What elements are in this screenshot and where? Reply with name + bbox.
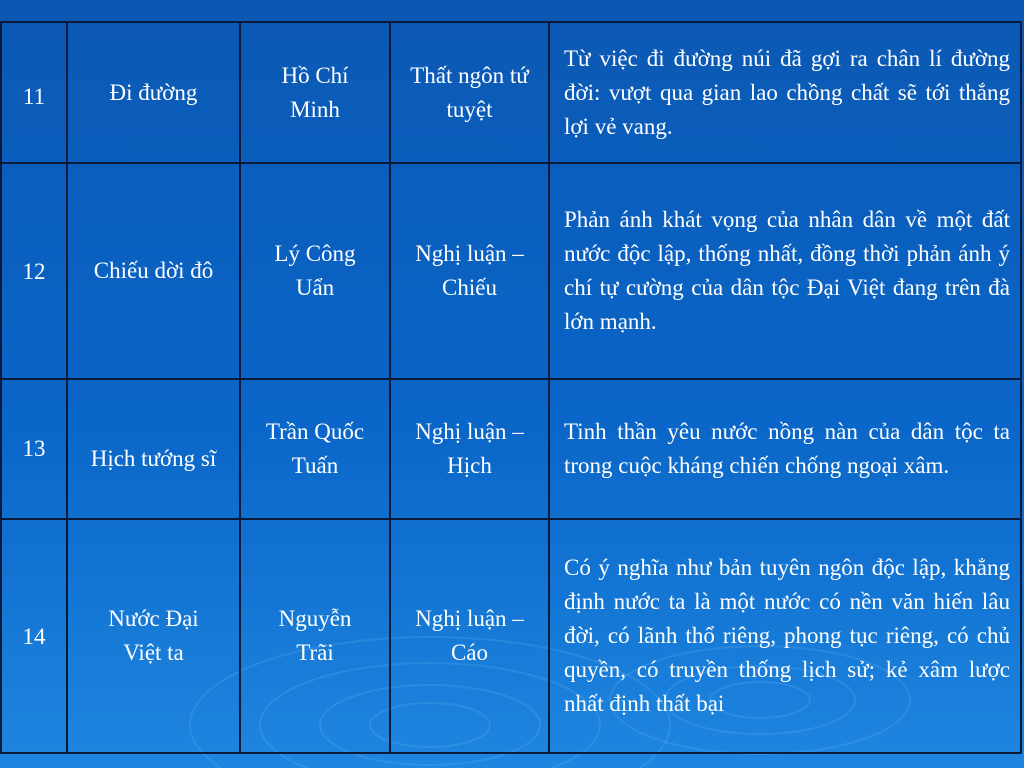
literature-summary-table bbox=[0, 21, 1022, 754]
content-cell: Tinh thần yêu nước nồng nàn của dân tộc ta trong cuộc kháng chiến chống ngoại xâm. bbox=[549, 379, 1021, 519]
table-row bbox=[1, 22, 1021, 163]
work-title-cell: Chiếu dời đô bbox=[67, 163, 240, 379]
row-number-cell: 14 bbox=[1, 519, 67, 753]
genre-cell: Nghị luận – Chiếu bbox=[390, 163, 549, 379]
table-row bbox=[1, 163, 1021, 379]
genre-cell: Nghị luận – Cáo bbox=[390, 519, 549, 753]
author-cell: Lý Công Uẩn bbox=[240, 163, 390, 379]
content-cell: Có ý nghĩa như bản tuyên ngôn độc lập, khẳng định nước ta là một nước có nền văn hiến lâu đời, có lãnh thổ riêng, phong tục riêng, có chủ quyền, có truyền thống lịch sử; kẻ xâm lược nhất định thất bại bbox=[549, 519, 1021, 753]
content-cell: Từ việc đi đường núi đã gợi ra chân lí đường đời: vượt qua gian lao chồng chất sẽ tới thắng lợi vẻ vang. bbox=[549, 22, 1021, 163]
table-row bbox=[1, 379, 1021, 519]
work-title-cell: Hịch tướng sĩ bbox=[67, 379, 240, 519]
work-title-cell: Nước Đại Việt ta bbox=[67, 519, 240, 753]
row-number-cell: 12 bbox=[1, 163, 67, 379]
table-row bbox=[1, 519, 1021, 753]
content-cell: Phản ánh khát vọng của nhân dân về một đất nước độc lập, thống nhất, đồng thời phản ánh ý chí tự cường của dân tộc Đại Việt đang trên đà lớn mạnh. bbox=[549, 163, 1021, 379]
genre-cell: Nghị luận – Hịch bbox=[390, 379, 549, 519]
genre-cell: Thất ngôn tứ tuyệt bbox=[390, 22, 549, 163]
author-cell: Hồ Chí Minh bbox=[240, 22, 390, 163]
work-title-cell: Đi đường bbox=[67, 22, 240, 163]
row-number-cell: 13 bbox=[1, 379, 67, 519]
author-cell: Nguyễn Trãi bbox=[240, 519, 390, 753]
author-cell: Trần Quốc Tuấn bbox=[240, 379, 390, 519]
row-number-cell: 11 bbox=[1, 22, 67, 163]
